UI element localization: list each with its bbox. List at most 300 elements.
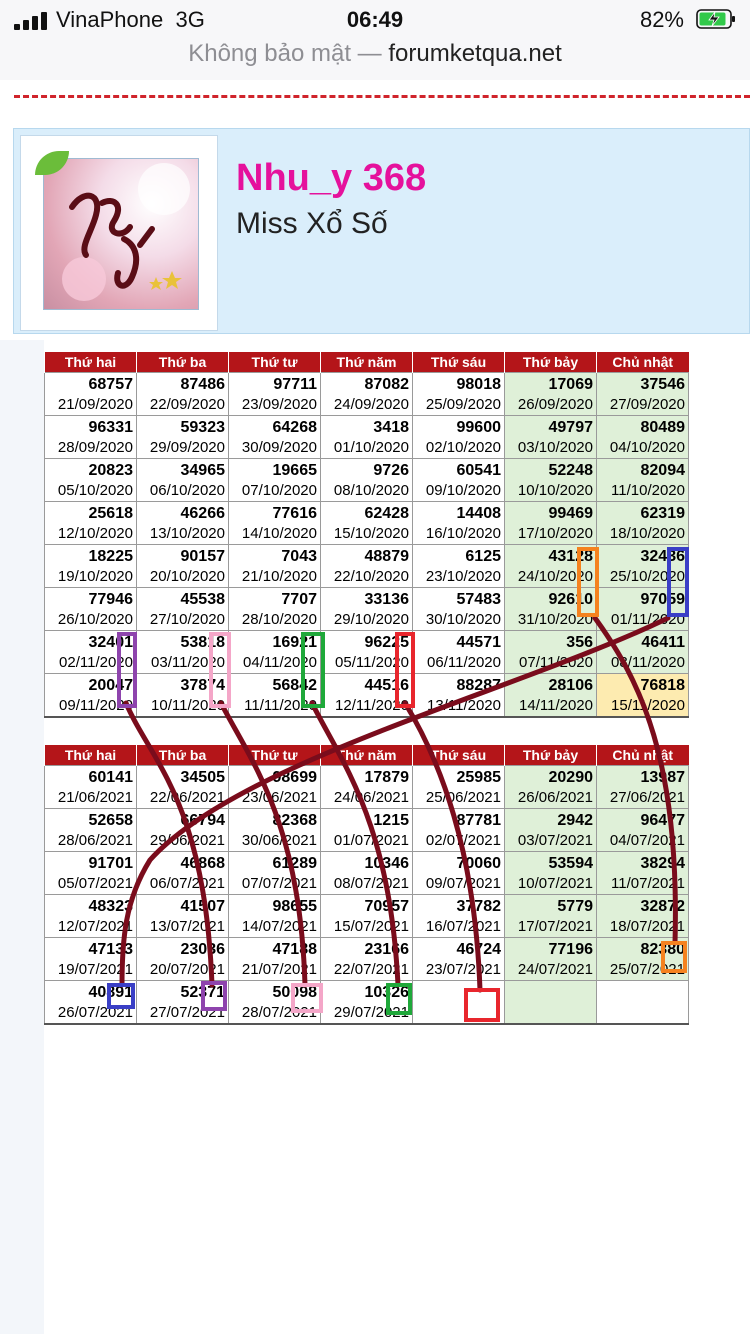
result-cell <box>413 631 505 674</box>
result-date: 23/07/2021 <box>425 961 501 978</box>
result-cell <box>413 545 505 588</box>
result-cell <box>229 459 321 502</box>
result-date: 22/07/2021 <box>333 961 409 978</box>
result-number: 62428 <box>364 505 409 522</box>
result-number: 25618 <box>88 505 133 522</box>
result-date: 27/06/2021 <box>609 789 685 806</box>
result-cell <box>597 459 689 502</box>
result-date: 12/07/2021 <box>57 918 133 935</box>
result-date: 25/06/2021 <box>425 789 501 806</box>
result-cell <box>413 416 505 459</box>
result-date: 28/10/2020 <box>241 611 317 628</box>
result-number: 77616 <box>272 505 317 522</box>
result-date: 10/11/2020 <box>151 697 225 714</box>
battery-charging-icon <box>696 9 736 29</box>
result-date: 27/09/2020 <box>609 396 685 413</box>
result-number: 34505 <box>180 769 225 786</box>
table-row <box>45 809 689 852</box>
result-cell <box>137 545 229 588</box>
result-cell <box>505 938 597 981</box>
result-number: 32872 <box>640 898 685 915</box>
result-cell <box>505 545 597 588</box>
network-type: 3G <box>175 7 205 32</box>
result-number: 13987 <box>640 769 685 786</box>
result-cell <box>321 981 413 1025</box>
result-date: 07/11/2020 <box>519 654 593 671</box>
result-cell <box>137 674 229 718</box>
username[interactable]: Nhu_y 368 <box>236 157 427 199</box>
result-date: 09/10/2020 <box>425 482 501 499</box>
result-date: 02/10/2020 <box>425 439 501 456</box>
result-number: 70060 <box>456 855 501 872</box>
weekday-header-cell: Thứ bảy <box>505 352 597 373</box>
result-number: 7707 <box>281 591 317 608</box>
weekday-header-cell: Thứ tư <box>229 352 321 373</box>
result-number: 82094 <box>640 462 685 479</box>
result-date: 16/07/2021 <box>425 918 501 935</box>
result-date: 26/06/2021 <box>517 789 593 806</box>
result-date: 03/10/2020 <box>517 439 593 456</box>
result-number: 37874 <box>180 677 225 694</box>
result-cell <box>137 766 229 809</box>
result-date: 11/07/2021 <box>611 875 685 892</box>
result-number: 17879 <box>364 769 409 786</box>
result-cell <box>413 895 505 938</box>
result-cell <box>229 373 321 416</box>
result-date: 14/11/2020 <box>519 697 593 714</box>
result-number: 76818 <box>640 677 685 694</box>
result-cell <box>321 631 413 674</box>
weekday-header-cell: Chủ nhật <box>597 745 689 766</box>
result-number: 9726 <box>373 462 409 479</box>
result-number: 38294 <box>640 855 685 872</box>
result-date: 12/11/2020 <box>335 697 409 714</box>
result-number: 23036 <box>180 941 225 958</box>
address-bar[interactable] <box>0 40 750 68</box>
result-cell <box>45 766 137 809</box>
result-number: 91701 <box>88 855 133 872</box>
result-date: 01/10/2020 <box>333 439 409 456</box>
result-cell <box>45 459 137 502</box>
result-date: 29/10/2020 <box>333 611 409 628</box>
result-cell <box>597 674 689 718</box>
result-number: 1215 <box>373 812 409 829</box>
weekday-header-cell: Thứ sáu <box>413 745 505 766</box>
result-cell <box>321 373 413 416</box>
result-date: 02/07/2021 <box>425 832 501 849</box>
result-number: 97059 <box>640 591 685 608</box>
clock: 06:49 <box>346 7 404 32</box>
result-number: 57483 <box>456 591 501 608</box>
result-number: 47188 <box>272 941 317 958</box>
result-date: 05/11/2020 <box>335 654 409 671</box>
weekday-header-cell: Thứ bảy <box>505 745 597 766</box>
result-cell <box>597 766 689 809</box>
result-date: 21/10/2020 <box>241 568 317 585</box>
result-cell <box>413 938 505 981</box>
result-date: 05/07/2021 <box>57 875 133 892</box>
result-cell <box>321 459 413 502</box>
result-cell <box>137 588 229 631</box>
result-date: 20/07/2021 <box>149 961 225 978</box>
result-date: 16/10/2020 <box>425 525 501 542</box>
result-number: 46868 <box>180 855 225 872</box>
result-number: 47133 <box>88 941 133 958</box>
result-cell <box>321 588 413 631</box>
result-date: 26/07/2021 <box>57 1004 133 1021</box>
result-number: 37546 <box>640 376 685 393</box>
result-date: 21/07/2021 <box>241 961 317 978</box>
result-cell <box>45 416 137 459</box>
result-date: 29/06/2021 <box>149 832 225 849</box>
result-cell <box>45 631 137 674</box>
result-date: 27/07/2021 <box>149 1004 225 1021</box>
result-number: 37782 <box>456 898 501 915</box>
result-cell <box>321 674 413 718</box>
result-cell <box>597 545 689 588</box>
result-date: 23/09/2020 <box>241 396 317 413</box>
result-number: 33136 <box>364 591 409 608</box>
result-cell <box>229 766 321 809</box>
result-cell <box>229 674 321 718</box>
result-number: 17069 <box>548 376 593 393</box>
result-cell <box>137 981 229 1025</box>
result-cell <box>229 545 321 588</box>
result-number: 82368 <box>272 812 317 829</box>
result-number: 14408 <box>456 505 501 522</box>
result-cell <box>505 852 597 895</box>
result-cell <box>229 809 321 852</box>
result-number: 41507 <box>180 898 225 915</box>
result-number: 82380 <box>640 941 685 958</box>
result-number: 60541 <box>456 462 501 479</box>
table-row <box>45 588 689 631</box>
result-cell <box>505 766 597 809</box>
table-row <box>45 938 689 981</box>
result-date: 09/07/2021 <box>425 875 501 892</box>
result-date: 07/07/2021 <box>241 875 317 892</box>
result-cell <box>321 852 413 895</box>
result-cell <box>413 809 505 852</box>
result-number: 53594 <box>548 855 593 872</box>
result-cell <box>505 674 597 718</box>
result-cell <box>321 766 413 809</box>
result-date: 21/09/2020 <box>57 396 133 413</box>
result-date: 04/07/2021 <box>609 832 685 849</box>
weekday-header-cell: Thứ tư <box>229 745 321 766</box>
result-date: 26/09/2020 <box>517 396 593 413</box>
result-number: 70957 <box>364 898 409 915</box>
result-date: 08/10/2020 <box>333 482 409 499</box>
result-date: 06/11/2020 <box>427 654 501 671</box>
weekday-header-cell: Thứ ba <box>137 745 229 766</box>
table-row <box>45 545 689 588</box>
avatar-script-logo <box>44 159 199 310</box>
result-date: 02/11/2020 <box>59 654 133 671</box>
result-cell <box>45 545 137 588</box>
result-date: 18/10/2020 <box>609 525 685 542</box>
result-date: 18/07/2021 <box>609 918 685 935</box>
result-date: 17/07/2021 <box>517 918 593 935</box>
result-number: 62319 <box>640 505 685 522</box>
result-number: 87781 <box>456 812 501 829</box>
result-date: 03/11/2020 <box>151 654 225 671</box>
table-row <box>45 416 689 459</box>
result-date: 25/07/2021 <box>609 961 685 978</box>
result-date: 22/10/2020 <box>333 568 409 585</box>
result-number: 20290 <box>548 769 593 786</box>
weekday-header-cell: Thứ hai <box>45 745 137 766</box>
result-date: 20/10/2020 <box>149 568 225 585</box>
result-number: 44571 <box>456 634 501 651</box>
table-row <box>45 373 689 416</box>
result-date: 28/06/2021 <box>57 832 133 849</box>
table-row <box>45 674 689 718</box>
result-cell <box>505 416 597 459</box>
result-cell <box>45 502 137 545</box>
weekday-header <box>45 352 689 373</box>
result-number: 46724 <box>456 941 501 958</box>
result-date: 12/10/2020 <box>57 525 133 542</box>
result-cell <box>45 938 137 981</box>
weekday-header-cell: Thứ năm <box>321 745 413 766</box>
result-date: 15/10/2020 <box>333 525 409 542</box>
result-cell <box>505 502 597 545</box>
result-date: 11/10/2020 <box>611 482 685 499</box>
result-date: 26/10/2020 <box>57 611 133 628</box>
result-cell <box>505 588 597 631</box>
url-domain: forumketqua.net <box>388 40 562 67</box>
result-date: 31/10/2020 <box>517 611 593 628</box>
result-number: 32436 <box>640 548 685 565</box>
result-date: 24/07/2021 <box>517 961 593 978</box>
result-cell <box>229 895 321 938</box>
result-date: 24/09/2020 <box>333 396 409 413</box>
result-date: 03/07/2021 <box>517 832 593 849</box>
result-number: 10346 <box>364 855 409 872</box>
result-cell <box>137 631 229 674</box>
result-date: 17/10/2020 <box>517 525 593 542</box>
result-cell <box>229 416 321 459</box>
result-cell <box>321 895 413 938</box>
result-number: 19665 <box>272 462 317 479</box>
result-number: 87486 <box>180 376 225 393</box>
result-date: 13/11/2020 <box>427 697 501 714</box>
result-date: 13/10/2020 <box>149 525 225 542</box>
result-cell <box>137 938 229 981</box>
result-date: 09/11/2020 <box>59 697 133 714</box>
result-date: 07/10/2020 <box>241 482 317 499</box>
result-number: 356 <box>566 634 593 651</box>
result-number: 96477 <box>640 812 685 829</box>
result-cell <box>45 373 137 416</box>
result-number: 5779 <box>557 898 593 915</box>
result-cell <box>597 938 689 981</box>
result-date: 27/10/2020 <box>149 611 225 628</box>
result-cell <box>229 502 321 545</box>
result-number: 97711 <box>273 376 317 393</box>
result-cell <box>321 938 413 981</box>
result-date: 15/07/2021 <box>333 918 409 935</box>
result-number: 7043 <box>281 548 317 565</box>
carrier-name: VinaPhone <box>56 7 164 32</box>
result-date: 30/06/2021 <box>241 832 317 849</box>
avatar <box>43 158 199 310</box>
result-cell <box>45 588 137 631</box>
result-cell <box>413 766 505 809</box>
result-date: 04/10/2020 <box>609 439 685 456</box>
dashed-divider <box>14 95 750 98</box>
result-date: 05/10/2020 <box>57 482 133 499</box>
result-number: 46266 <box>180 505 225 522</box>
result-cell <box>137 416 229 459</box>
result-cell <box>413 373 505 416</box>
table-row <box>45 502 689 545</box>
result-cell <box>229 631 321 674</box>
table-row <box>45 852 689 895</box>
user-profile-card <box>13 128 750 334</box>
result-cell <box>45 809 137 852</box>
weekday-header-cell: Thứ ba <box>137 352 229 373</box>
result-number: 68757 <box>88 376 133 393</box>
result-number: 88287 <box>456 677 501 694</box>
table-row <box>45 766 689 809</box>
result-cell <box>229 588 321 631</box>
result-number: 10326 <box>364 984 409 1001</box>
result-cell <box>45 981 137 1025</box>
result-number: 56842 <box>272 677 317 694</box>
result-date: 25/09/2020 <box>425 396 501 413</box>
results-table-2021 <box>44 745 689 1025</box>
table-row <box>45 981 689 1025</box>
result-date: 19/10/2020 <box>57 568 133 585</box>
result-number: 66794 <box>180 812 225 829</box>
result-number: 23166 <box>364 941 409 958</box>
result-date: 01/07/2021 <box>333 832 409 849</box>
result-cell <box>413 588 505 631</box>
result-cell <box>597 981 689 1025</box>
result-date: 22/06/2021 <box>149 789 225 806</box>
result-cell <box>229 938 321 981</box>
result-cell <box>321 545 413 588</box>
security-label: Không bảo mật — <box>188 40 382 67</box>
result-cell <box>137 895 229 938</box>
result-cell <box>597 895 689 938</box>
results-table-2020 <box>44 352 689 718</box>
result-date: 11/11/2020 <box>244 697 317 714</box>
result-number: 52371 <box>180 984 225 1001</box>
result-number: 48879 <box>364 548 409 565</box>
result-number: 92610 <box>548 591 593 608</box>
result-date: 24/06/2021 <box>333 789 409 806</box>
result-date: 06/10/2020 <box>149 482 225 499</box>
result-date: 29/07/2021 <box>333 1004 409 1021</box>
table-row <box>45 631 689 674</box>
result-cell <box>597 502 689 545</box>
result-number: 48323 <box>88 898 133 915</box>
result-number: 99469 <box>548 505 593 522</box>
result-number: 98655 <box>272 898 317 915</box>
result-cell <box>505 895 597 938</box>
result-date: 15/11/2020 <box>611 697 685 714</box>
result-cell <box>597 588 689 631</box>
result-number: 98018 <box>456 376 501 393</box>
table-row <box>45 895 689 938</box>
user-title: Miss Xổ Số <box>236 207 388 240</box>
result-date: 23/06/2021 <box>241 789 317 806</box>
result-number: 96225 <box>364 634 409 651</box>
result-cell <box>45 895 137 938</box>
result-date: 01/11/2020 <box>611 611 685 628</box>
result-number: 20047 <box>88 677 133 694</box>
battery-percent: 82% <box>639 7 684 32</box>
result-cell <box>321 502 413 545</box>
result-date: 14/10/2020 <box>241 525 317 542</box>
weekday-header-cell: Thứ sáu <box>413 352 505 373</box>
result-cell <box>505 981 597 1025</box>
result-number: 53818 <box>180 634 225 651</box>
result-number: 77946 <box>88 591 133 608</box>
result-cell <box>229 981 321 1025</box>
result-date: 10/10/2020 <box>517 482 593 499</box>
result-date: 14/07/2021 <box>241 918 317 935</box>
weekday-header-cell: Thứ năm <box>321 352 413 373</box>
result-date: 08/11/2020 <box>611 654 685 671</box>
avatar-frame[interactable] <box>20 135 218 331</box>
result-number: 18225 <box>88 548 133 565</box>
result-cell <box>413 852 505 895</box>
result-cell <box>597 416 689 459</box>
result-number: 50098 <box>272 984 317 1001</box>
result-number: 87082 <box>364 376 409 393</box>
result-number: 52248 <box>548 462 593 479</box>
result-number: 46411 <box>641 634 685 651</box>
result-number: 2942 <box>557 812 593 829</box>
result-number: 43128 <box>548 548 593 565</box>
result-cell <box>137 502 229 545</box>
table-row <box>45 459 689 502</box>
result-date: 13/07/2021 <box>149 918 225 935</box>
result-number: 44516 <box>364 677 409 694</box>
result-number: 96331 <box>88 419 133 436</box>
page-margin <box>0 340 44 1334</box>
result-number: 80489 <box>640 419 685 436</box>
result-number: 20823 <box>88 462 133 479</box>
result-cell <box>597 373 689 416</box>
result-cell <box>505 373 597 416</box>
result-cell <box>505 809 597 852</box>
result-number: 16921 <box>272 634 317 651</box>
result-date: 21/06/2021 <box>57 789 133 806</box>
result-cell <box>597 809 689 852</box>
result-number: 61289 <box>272 855 317 872</box>
result-date: 30/10/2020 <box>425 611 501 628</box>
result-number: 25985 <box>456 769 501 786</box>
result-date: 10/07/2021 <box>517 875 593 892</box>
result-number: 99600 <box>456 419 501 436</box>
result-cell <box>413 459 505 502</box>
result-date: 28/07/2021 <box>241 1004 317 1021</box>
result-cell <box>321 416 413 459</box>
result-date: 04/11/2020 <box>243 654 317 671</box>
result-number: 6125 <box>465 548 501 565</box>
result-number: 49797 <box>548 419 593 436</box>
result-date: 24/10/2020 <box>517 568 593 585</box>
result-cell <box>137 852 229 895</box>
status-bar <box>0 0 750 80</box>
result-number: 60141 <box>88 769 133 786</box>
result-cell <box>505 631 597 674</box>
